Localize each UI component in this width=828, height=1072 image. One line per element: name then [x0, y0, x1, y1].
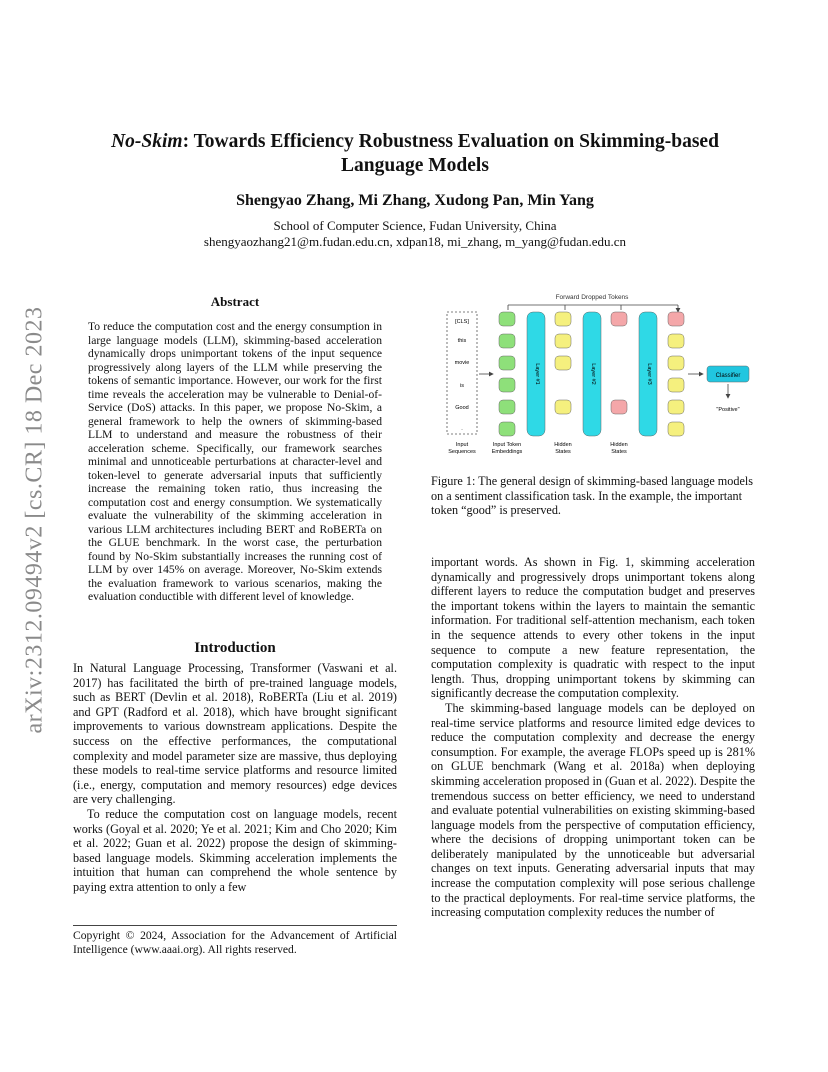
figure-1 [435, 288, 760, 463]
right-paragraph-2: The skimming-based language models can be deployed on real-time service platforms and resource limited edge devices to reduce the computation complexity and decrease the energy consumption. For example, the average FLOPs speed up is 281% on GLUE benchmark (Wang et al. 2018a) when deploying skimming acceleration proposed in (Guan et al. 2022). Despite the tremendous success on better efficiency, we need to understand and evaluate potential vulnerabilities on existing skimming-based language models from the perspective of computation efficiency, where the decisions of dropping unimportant token can be deliberately manipulated by the unnoticeable but adversarial changes on text inputs. Generating adversarial inputs that may increase the computation complexity will pose serious challenge to the practical deployments. For real-time service platforms, the increasing computation complexity reduces the number of [431, 700, 755, 920]
affiliation: School of Computer Science, Fudan University, China [273, 218, 557, 233]
token-1: this [457, 338, 467, 344]
embedding-column [499, 312, 515, 436]
token-4: Good [455, 405, 469, 411]
final-states-column [668, 312, 684, 436]
right-paragraph-1: important words. As shown in Fig. 1, skimming acceleration dynamically and progressively drops unimportant tokens along different layers to reduce the computation budget and preserves the important tokens within the layers to maintain the semantic information. For traditional self-attention mechanism, each token in the sequence attends to every other tokens in the input sequence to compute a new feature representation, the computation complexity is quadratic with respect to the input length. Thus, dropping unimportant tokens by skimming can significantly decrease the computation complexity. [431, 555, 755, 701]
author-list: Shengyao Zhang, Mi Zhang, Xudong Pan, Min Yang [236, 192, 594, 209]
right-column-body [431, 555, 755, 920]
abstract-paragraph: To reduce the computation cost and the energy consumption in large language models (LLM), skimming-based acceleration dynamically drops unimportant tokens of the input sequence progressively along layers of the LLM while preserving the tokens of semantic importance. However, our work for the first time reveals the acceleration may be vulnerable to Denial-of-Service (DoS) attacks. In this paper, we propose No-Skim, a general framework to help the owners of skimming-based LLM to understand and measure the robustness of their acceleration scheme. Specifically, our framework searches minimal and unnoticeable perturbations at character-level and token-level to generate adversarial inputs that sufficiently increase the remaining token ratio, thus increasing the computation cost and energy consumption. We systematically evaluate the vulnerability of the skimming acceleration in various LLM architectures including BERT and RoBERTa on the GLUE benchmark. In the worst case, the perturbation found by No-Skim substantially increases the running cost of LLM by over 145% on average. Moreover, No-Skim extends the evaluation framework to various scenarios, making the evaluation conductible with different level of knowledge. [88, 320, 382, 603]
label-hidden-states-2: Hidden States [610, 442, 628, 455]
token-3: is [460, 383, 464, 389]
label-input-embeddings: Input Token Embeddings [491, 442, 523, 455]
classifier-label: Classifier [715, 373, 741, 379]
output-label: "Positive" [716, 407, 740, 413]
intro-paragraph-2: To reduce the computation cost on language models, recent works (Goyal et al. 2020; Ye et al. 2021; Kim and Cho 2020; Kim et al. 2022; Guan et al. 2022) propose the design of skimming-based language models. Skimming acceleration implements the intuition that human can comprehend the whole sentence by paying extra attention to only a few [73, 806, 397, 894]
hidden-states-1 [555, 312, 571, 414]
skimming-diagram [435, 288, 760, 463]
layer-1-label: Layer #1 [534, 363, 540, 385]
layer-2-label: Layer #2 [590, 363, 596, 385]
token-5: . [461, 426, 463, 432]
copyright-footnote: Copyright © 2024, Association for the Advancement of Artificial Intelligence (www.aaai.org). All rights reserved. [73, 925, 397, 956]
layer-3-label: Layer #3 [646, 363, 652, 385]
introduction-heading: Introduction [194, 640, 276, 656]
paper-title [100, 130, 730, 178]
label-input-sequences: Input Sequences [448, 442, 476, 455]
arxiv-sidebar-stamp [20, 285, 50, 755]
email-list: shengyaozhang21@m.fudan.edu.cn, xdpan18, mi_zhang, m_yang@fudan.edu.cn [203, 234, 627, 249]
intro-paragraph-1: In Natural Language Processing, Transformer (Vaswani et al. 2017) has facilitated the birth of pre-trained language models, such as BERT (Devlin et al. 2018), RoBERTa (Liu et al. 2019) and GPT (Radford et al. 2018), which have brought significant improvements to various downstream applications. Despite the success on the effective performances, the computational complexity and model parameter size are massive, thus deploying these models to real-time service platforms and resource limited (i.e., energy, computation and memory resources) edge devices are very challenging. [73, 661, 397, 807]
affiliation-block [100, 218, 730, 250]
hidden-states-2 [611, 312, 627, 414]
abstract-heading: Abstract [210, 294, 260, 309]
token-0: [CLS] [455, 319, 469, 325]
token-2: movie [454, 360, 470, 366]
input-sequence-box [447, 312, 477, 434]
title-emphasis: No-Skim [111, 131, 183, 152]
forward-dropped-label: Forward Dropped Tokens [555, 294, 629, 301]
title-rest: : Towards Efficiency Robustness Evaluation on Skimming-based Language Models [182, 131, 719, 176]
arxiv-id: arXiv:2312.09494v2 [cs.CR] 18 Dec 2023 [21, 306, 48, 734]
abstract-text [88, 320, 382, 604]
figure-1-caption: Figure 1: The general design of skimming-based language models on a sentiment classification task. In the example, the important token “good” is preserved. [431, 474, 753, 518]
label-hidden-states-1: Hidden States [554, 442, 572, 455]
introduction-body [73, 661, 397, 895]
